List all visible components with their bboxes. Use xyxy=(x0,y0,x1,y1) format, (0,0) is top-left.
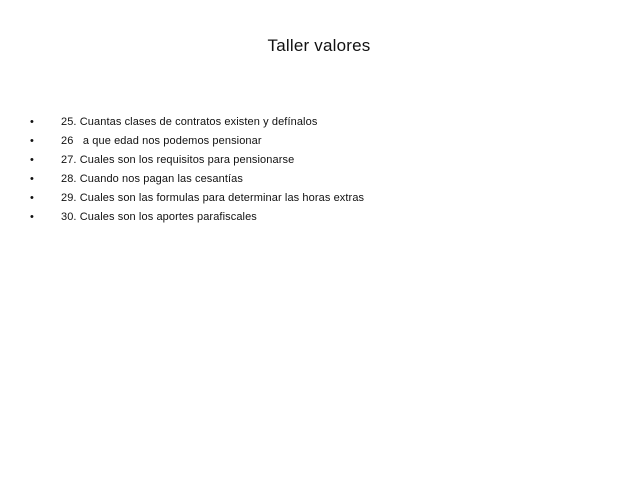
list-item xyxy=(30,113,620,132)
list-item xyxy=(30,132,620,151)
question-text: 25. Cuantas clases de contratos existen y defínalos xyxy=(61,116,318,128)
list-item xyxy=(30,189,620,208)
bullet-icon: • xyxy=(30,211,34,223)
question-text: 28. Cuando nos pagan las cesantías xyxy=(61,173,243,185)
question-text: 29. Cuales son las formulas para determinar las horas extras xyxy=(61,192,365,204)
list-item xyxy=(30,208,620,227)
list-item xyxy=(30,151,620,170)
bullet-icon: • xyxy=(30,154,34,166)
bullet-icon: • xyxy=(30,192,34,204)
question-list xyxy=(30,113,620,227)
bullet-icon: • xyxy=(30,135,34,147)
slide-title: Taller valores xyxy=(267,36,371,55)
list-item xyxy=(30,170,620,189)
bullet-icon: • xyxy=(30,116,34,128)
question-text: 30. Cuales son los aportes parafiscales xyxy=(61,211,257,223)
bullet-icon: • xyxy=(30,173,34,185)
question-text: 27. Cuales son los requisitos para pensionarse xyxy=(61,154,295,166)
question-text: 26 a que edad nos podemos pensionar xyxy=(61,135,262,147)
